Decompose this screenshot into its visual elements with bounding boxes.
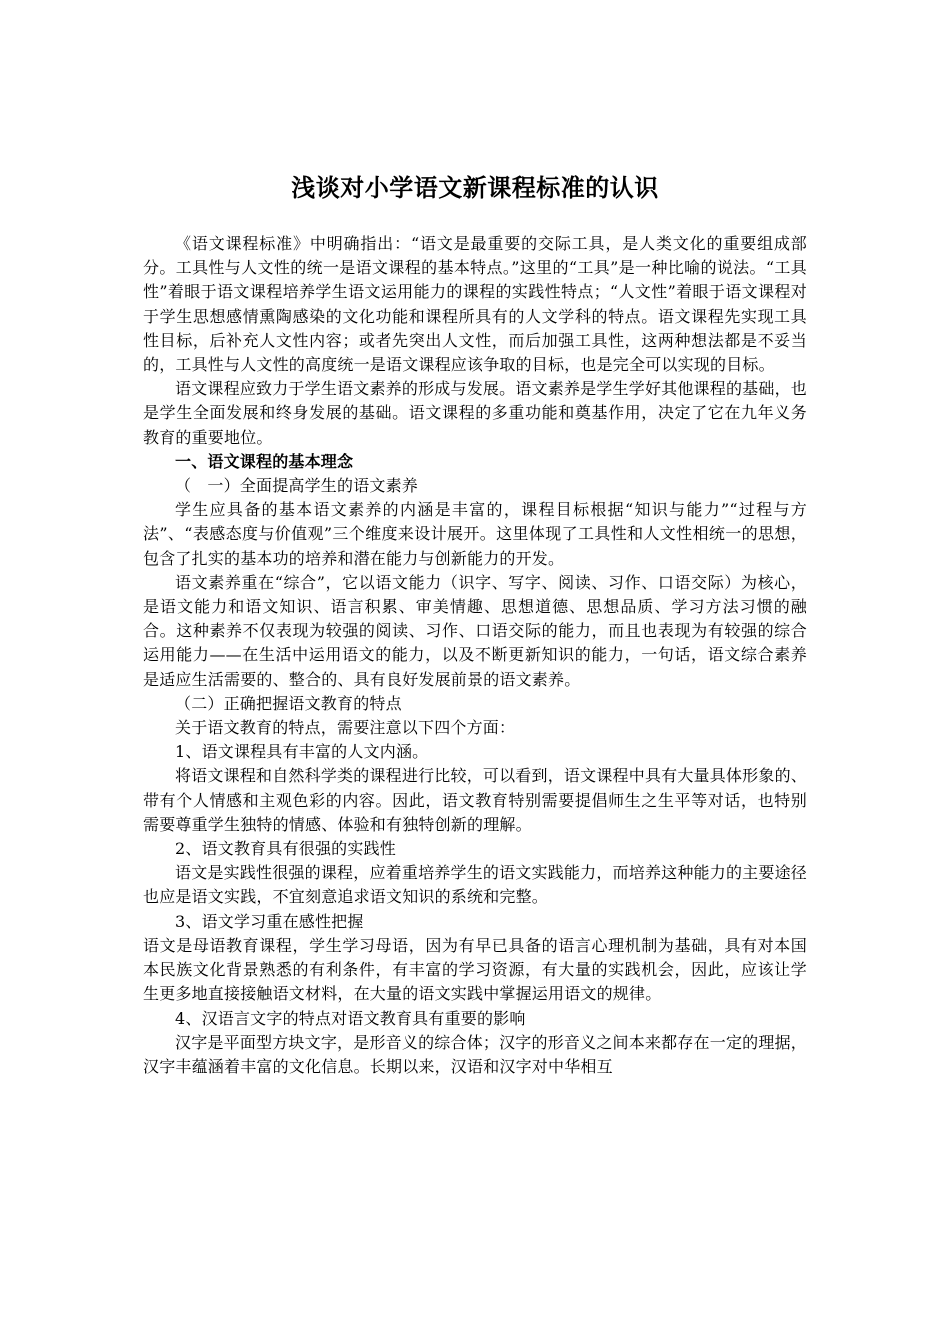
paragraph-mother-tongue: 语文是母语教育课程，学生学习母语，因为有早已具备的语言心理机制为基础，具有对本国本民族文化背景熟悉的有利条件，有丰富的学习资源，有大量的实践机会，因此，应该让学生更多地直接接触语文材料，在大量的语文实践中掌握运用语文的规律。 [143,935,807,1004]
point-heading-1: 1、语文课程具有丰富的人文内涵。 [175,742,429,762]
point-heading-3: 3、语文学习重在感性把握 [175,911,364,931]
subsection-heading-1: （ 一）全面提高学生的语文素养 [175,476,419,496]
point-heading-2: 2、语文教育具有很强的实践性 [175,839,396,859]
point-heading-4: 4、汉语言文字的特点对语文教育具有重要的影响 [175,1008,526,1028]
subsection-heading-2: （二）正确把握语文教育的特点 [175,693,402,713]
paragraph-intro: 《语文课程标准》中明确指出：“语文是最重要的交际工具，是人类文化的重要组成部分。工具性与人文性的统一是语文课程的基本特点。”这里的“工具”是一种比喻的说法。“工具性”着眼于语文课程培养学生语文运用能力的课程的实践性特点；“人文性”着眼于语文课程对于学生思想感情熏陶感染的文化功能和课程所具有的人文学科的特点。语文课程先实现工具性目标，后补充人文性内容；或者先突出人文性，而后加强工具性，这两种想法都是不妥当的，工具性与人文性的高度统一是语文课程应该争取的目标，也是完全可以实现的目标。 [143,234,807,375]
paragraph-chinese-characters: 汉字是平面型方块文字，是形音义的综合体；汉字的形音义之间本来都存在一定的理据，汉字丰蕴涵着丰富的文化信息。长期以来，汉语和汉字对中华相互 [143,1032,807,1076]
section-heading-1: 一、语文课程的基本理念 [175,451,354,471]
document-body [143,232,807,1079]
paragraph-practice: 语文是实践性很强的课程，应着重培养学生的语文实践能力，而培养这种能力的主要途径也应是语文实践，不宜刻意追求语文知识的系统和完整。 [143,863,807,907]
document-title: 浅谈对小学语文新课程标准的认识 [291,174,659,202]
paragraph-four-aspects: 关于语文教育的特点，需要注意以下四个方面： [175,718,516,738]
paragraph-literacy: 语文课程应致力于学生语文素养的形成与发展。语文素养是学生学好其他课程的基础，也是学生全面发展和终身发展的基础。语文课程的多重功能和奠基作用，决定了它在九年义务教育的重要地位。 [143,379,807,447]
paragraph-humanistic: 将语文课程和自然科学类的课程进行比较，可以看到，语文课程中具有大量具体形象的、带有个人情感和主观色彩的内容。因此，语文教育特别需要提倡师生之生平等对话，也特别需要尊重学生独特的情感、体验和有独特创新的理解。 [143,766,807,834]
paragraph-comprehensive: 语文素养重在“综合”，它以语文能力（识字、写字、阅读、习作、口语交际）为核心，是语文能力和语文知识、语言积累、审美情趣、思想道德、思想品质、学习方法习惯的融合。这种素养不仅表现为较强的阅读、习作、口语交际的能力，而且也表现为有较强的综合运用能力——在生活中运用语文的能力，以及不断更新知识的能力，一句话，语文综合素养是适应生活需要的、整合的、具有良好发展前景的语文素养。 [143,572,807,689]
paragraph-connotation: 学生应具备的基本语文素养的内涵是丰富的，课程目标根据“知识与能力”“过程与方法”、“表感态度与价值观”三个维度来设计展开。这里体现了工具性和人文性相统一的思想，包含了扎实的基本功的培养和潜在能力与创新能力的开发。 [143,500,807,568]
